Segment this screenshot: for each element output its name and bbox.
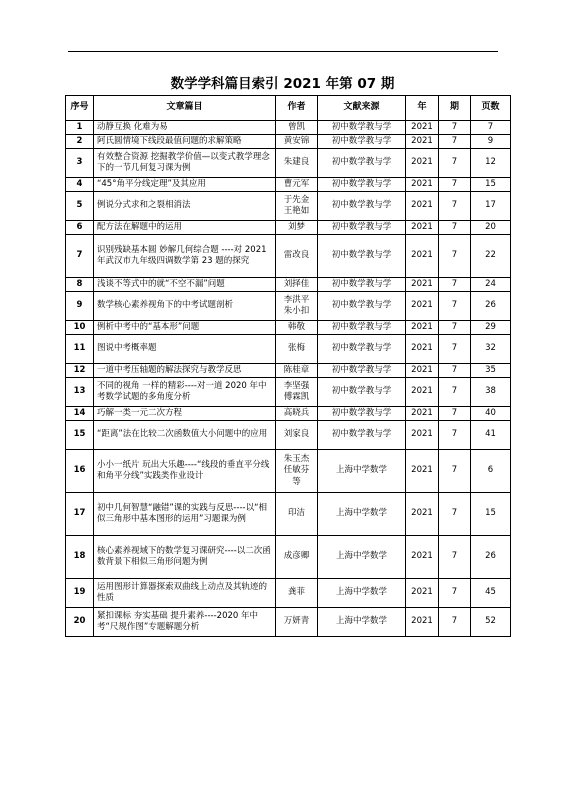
article-title-cell: 数学核心素养视角下的中考试题剖析 <box>94 292 276 321</box>
source-cell: 初中数学教与学 <box>318 421 406 450</box>
article-title-cell: 例说分式求和之裂相消法 <box>94 192 276 221</box>
pages-cell: 24 <box>471 278 511 292</box>
author-cell: 张梅 <box>276 335 318 364</box>
pages-cell: 38 <box>471 378 511 407</box>
pages-cell: 9 <box>471 135 511 149</box>
table-row <box>66 121 511 135</box>
source-cell: 上海中学数学 <box>318 493 406 536</box>
article-title-cell: 识别残缺基本圆 妙解几何综合题 ----对 2021 年武汉市九年级四调数学第 23 题的探究 <box>94 235 276 278</box>
year-cell: 2021 <box>406 421 439 450</box>
row-number-cell: 6 <box>66 221 94 235</box>
table-row <box>66 149 511 178</box>
row-number-cell: 9 <box>66 292 94 321</box>
row-number-cell: 8 <box>66 278 94 292</box>
year-cell: 2021 <box>406 608 439 637</box>
article-title-cell: 图说中考概率题 <box>94 335 276 364</box>
table-row <box>66 364 511 378</box>
row-number-cell: 11 <box>66 335 94 364</box>
issue-cell: 7 <box>439 364 471 378</box>
author-cell: 韩敬 <box>276 321 318 335</box>
row-number-cell: 13 <box>66 378 94 407</box>
table-row <box>66 536 511 579</box>
source-cell: 初中数学教与学 <box>318 121 406 135</box>
row-number-cell: 5 <box>66 192 94 221</box>
year-cell: 2021 <box>406 149 439 178</box>
issue-cell: 7 <box>439 378 471 407</box>
pages-cell: 35 <box>471 364 511 378</box>
header-title: 文章篇目 <box>94 96 276 121</box>
pages-cell: 12 <box>471 149 511 178</box>
row-number-cell: 14 <box>66 407 94 421</box>
author-cell: 黄安锦 <box>276 135 318 149</box>
article-title-cell: 小小一纸片 玩出大乐趣----“线段的垂直平分线和角平分线”实践类作业设计 <box>94 450 276 493</box>
pages-cell: 15 <box>471 493 511 536</box>
year-cell: 2021 <box>406 121 439 135</box>
page-title: 数学学科篇目索引 2021 年第 07 期 <box>170 76 395 92</box>
pages-cell: 40 <box>471 407 511 421</box>
article-title-cell: 核心素养视域下的数学复习课研究----以二次函数背景下相似三角形问题为例 <box>94 536 276 579</box>
table-row <box>66 221 511 235</box>
article-title-cell: 运用图形计算器探索双曲线上动点及其轨迹的性质 <box>94 579 276 608</box>
author-cell: 曾凯 <box>276 121 318 135</box>
table-row <box>66 178 511 192</box>
row-number-cell: 20 <box>66 608 94 637</box>
table-row <box>66 192 511 221</box>
issue-cell: 7 <box>439 192 471 221</box>
author-cell: 刘梦 <box>276 221 318 235</box>
pages-cell: 29 <box>471 321 511 335</box>
article-title-cell: 例析中考中的“基本形”问题 <box>94 321 276 335</box>
source-cell: 初中数学教与学 <box>318 292 406 321</box>
issue-cell: 7 <box>439 450 471 493</box>
issue-cell: 7 <box>439 278 471 292</box>
issue-cell: 7 <box>439 335 471 364</box>
year-cell: 2021 <box>406 321 439 335</box>
header-pages: 页数 <box>471 96 511 121</box>
year-cell: 2021 <box>406 450 439 493</box>
year-cell: 2021 <box>406 536 439 579</box>
table-row <box>66 450 511 493</box>
row-number-cell: 3 <box>66 149 94 178</box>
year-cell: 2021 <box>406 493 439 536</box>
article-title-cell: 配方法在解题中的运用 <box>94 221 276 235</box>
year-cell: 2021 <box>406 364 439 378</box>
author-cell: 曹元军 <box>276 178 318 192</box>
row-number-cell: 1 <box>66 121 94 135</box>
issue-cell: 7 <box>439 321 471 335</box>
table-row <box>66 493 511 536</box>
table-row <box>66 278 511 292</box>
header-year: 年 <box>406 96 439 121</box>
article-title-cell: 巧解一类一元二次方程 <box>94 407 276 421</box>
pages-cell: 45 <box>471 579 511 608</box>
header-issue: 期 <box>439 96 471 121</box>
year-cell: 2021 <box>406 135 439 149</box>
pages-cell: 22 <box>471 235 511 278</box>
source-cell: 初中数学教与学 <box>318 407 406 421</box>
table-row <box>66 335 511 364</box>
issue-cell: 7 <box>439 608 471 637</box>
table-row <box>66 608 511 637</box>
year-cell: 2021 <box>406 192 439 221</box>
article-title-cell: “距离”法在比较二次函数值大小问题中的应用 <box>94 421 276 450</box>
row-number-cell: 16 <box>66 450 94 493</box>
author-cell: 朱建良 <box>276 149 318 178</box>
table-row <box>66 135 511 149</box>
author-cell: 李洪平 朱小扣 <box>276 292 318 321</box>
row-number-cell: 10 <box>66 321 94 335</box>
author-cell: 印洁 <box>276 493 318 536</box>
issue-cell: 7 <box>439 579 471 608</box>
source-cell: 初中数学教与学 <box>318 135 406 149</box>
author-cell: 朱玉杰 任敏芬 等 <box>276 450 318 493</box>
pages-cell: 17 <box>471 192 511 221</box>
source-cell: 初中数学教与学 <box>318 149 406 178</box>
source-cell: 初中数学教与学 <box>318 235 406 278</box>
author-cell: 雷改良 <box>276 235 318 278</box>
issue-cell: 7 <box>439 135 471 149</box>
article-title-cell: 阿氏圆情境下线段最值问题的求解策略 <box>94 135 276 149</box>
row-number-cell: 4 <box>66 178 94 192</box>
source-cell: 初中数学教与学 <box>318 364 406 378</box>
header-rule <box>68 51 498 52</box>
issue-cell: 7 <box>439 493 471 536</box>
issue-cell: 7 <box>439 421 471 450</box>
pages-cell: 15 <box>471 178 511 192</box>
author-cell: 龚菲 <box>276 579 318 608</box>
header-source: 文献来源 <box>318 96 406 121</box>
article-title-cell: 动静互换 化难为易 <box>94 121 276 135</box>
article-title-cell: 浅谈不等式中的就“不空不漏”问题 <box>94 278 276 292</box>
issue-cell: 7 <box>439 121 471 135</box>
source-cell: 上海中学数学 <box>318 450 406 493</box>
year-cell: 2021 <box>406 378 439 407</box>
pages-cell: 32 <box>471 335 511 364</box>
article-title-cell: “45°角平分线定理”及其应用 <box>94 178 276 192</box>
table-row <box>66 321 511 335</box>
row-number-cell: 12 <box>66 364 94 378</box>
table-row <box>66 378 511 407</box>
pages-cell: 7 <box>471 121 511 135</box>
source-cell: 初中数学教与学 <box>318 278 406 292</box>
table-row <box>66 292 511 321</box>
article-title-cell: 初中几何智慧“融错”课的实践与反思----以“相似三角形中基本图形的运用”习题课为例 <box>94 493 276 536</box>
source-cell: 初中数学教与学 <box>318 192 406 221</box>
pages-cell: 41 <box>471 421 511 450</box>
source-cell: 初中数学教与学 <box>318 335 406 364</box>
issue-cell: 7 <box>439 221 471 235</box>
author-cell: 于先金 王艳如 <box>276 192 318 221</box>
source-cell: 初中数学教与学 <box>318 221 406 235</box>
article-title-cell: 一道中考压轴题的解法探究与教学反思 <box>94 364 276 378</box>
source-cell: 上海中学数学 <box>318 608 406 637</box>
author-cell: 李坚强 傅霖凯 <box>276 378 318 407</box>
row-number-cell: 2 <box>66 135 94 149</box>
article-title-cell: 有效整合资源 挖掘教学价值—以变式教学理念下的一节几何复习课为例 <box>94 149 276 178</box>
table-row <box>66 421 511 450</box>
author-cell: 陈桂章 <box>276 364 318 378</box>
issue-cell: 7 <box>439 235 471 278</box>
author-cell: 刘择佳 <box>276 278 318 292</box>
year-cell: 2021 <box>406 235 439 278</box>
index-table <box>65 95 511 637</box>
year-cell: 2021 <box>406 407 439 421</box>
row-number-cell: 15 <box>66 421 94 450</box>
pages-cell: 52 <box>471 608 511 637</box>
table-row <box>66 579 511 608</box>
row-number-cell: 19 <box>66 579 94 608</box>
source-cell: 上海中学数学 <box>318 536 406 579</box>
article-title-cell: 紧扣课标 夯实基础 提升素养----2020 年中考“尺规作图”专题解题分析 <box>94 608 276 637</box>
header-author: 作者 <box>276 96 318 121</box>
table-row <box>66 407 511 421</box>
issue-cell: 7 <box>439 407 471 421</box>
source-cell: 初中数学教与学 <box>318 321 406 335</box>
issue-cell: 7 <box>439 292 471 321</box>
author-cell: 成彦卿 <box>276 536 318 579</box>
issue-cell: 7 <box>439 178 471 192</box>
year-cell: 2021 <box>406 579 439 608</box>
source-cell: 初中数学教与学 <box>318 378 406 407</box>
article-title-cell: 不同的视角 一样的精彩----对一道 2020 年中考数学试题的多角度分析 <box>94 378 276 407</box>
row-number-cell: 17 <box>66 493 94 536</box>
year-cell: 2021 <box>406 178 439 192</box>
year-cell: 2021 <box>406 278 439 292</box>
pages-cell: 26 <box>471 536 511 579</box>
table-row <box>66 235 511 278</box>
year-cell: 2021 <box>406 221 439 235</box>
source-cell: 初中数学教与学 <box>318 178 406 192</box>
issue-cell: 7 <box>439 536 471 579</box>
year-cell: 2021 <box>406 335 439 364</box>
author-cell: 高晓兵 <box>276 407 318 421</box>
row-number-cell: 18 <box>66 536 94 579</box>
source-cell: 上海中学数学 <box>318 579 406 608</box>
header-row <box>66 96 511 121</box>
year-cell: 2021 <box>406 292 439 321</box>
author-cell: 刘家良 <box>276 421 318 450</box>
row-number-cell: 7 <box>66 235 94 278</box>
pages-cell: 6 <box>471 450 511 493</box>
pages-cell: 20 <box>471 221 511 235</box>
issue-cell: 7 <box>439 149 471 178</box>
header-no: 序号 <box>66 96 94 121</box>
pages-cell: 26 <box>471 292 511 321</box>
author-cell: 万妍青 <box>276 608 318 637</box>
